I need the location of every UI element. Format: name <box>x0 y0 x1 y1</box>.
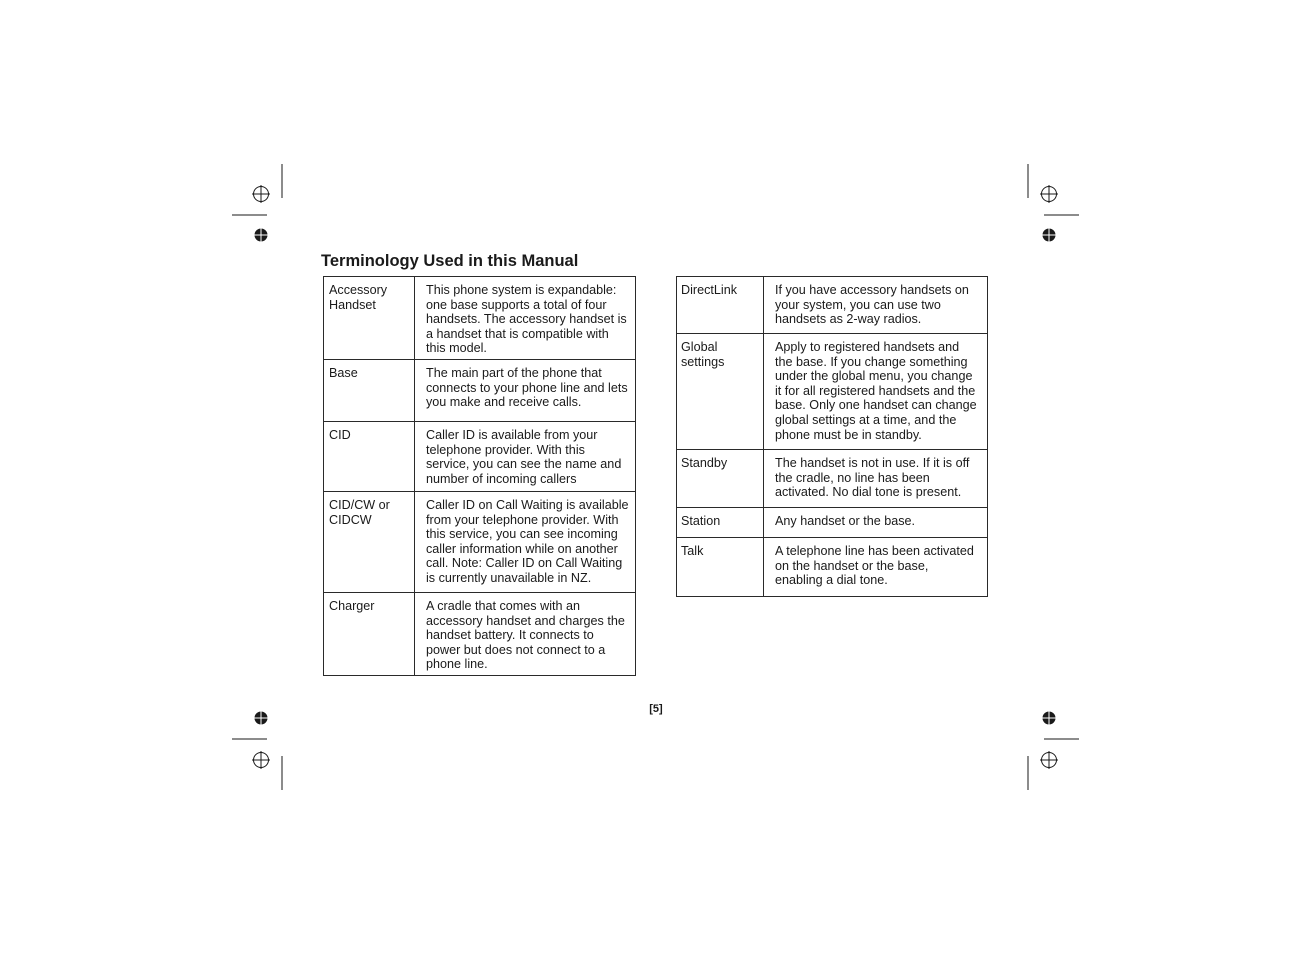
term-cell <box>324 593 415 676</box>
definition-text: This phone system is expandable: one base supports a total of four handsets. The accessory handset is a handset that is compatible with this model. <box>426 283 627 356</box>
term-label: Standby <box>681 456 728 470</box>
table-row <box>677 538 988 597</box>
definition-cell <box>764 450 988 508</box>
term-cell <box>324 422 415 492</box>
definition-text: The main part of the phone that connects to your phone line and lets you make and receive calls. <box>426 366 628 410</box>
term-label: Base <box>329 366 358 380</box>
term-cell <box>677 277 764 334</box>
definition-text: Caller ID on Call Waiting is available from your telephone provider. With this service, you can see incoming caller information while on another call. Note: Caller ID on Call Waiting is currently unavailable in NZ. <box>426 498 629 585</box>
table-row <box>677 508 988 538</box>
definition-text: A cradle that comes with an accessory handset and charges the handset battery. It connects to power but does not connect to a phone line. <box>426 599 625 672</box>
table-row <box>324 277 636 360</box>
term-cell <box>324 492 415 593</box>
page-number: [5] <box>649 703 663 715</box>
term-cell <box>677 450 764 508</box>
definition-text: If you have accessory handsets on your system, you can use two handsets as 2-way radios. <box>775 283 969 327</box>
term-cell <box>324 360 415 422</box>
definition-text: A telephone line has been activated on the handset or the base, enabling a dial tone. <box>775 544 974 588</box>
definition-cell <box>764 538 988 597</box>
registration-mark-icon <box>1040 751 1058 769</box>
term-label: Station <box>681 514 721 528</box>
term-cell <box>677 334 764 450</box>
term-label: Charger <box>329 599 375 613</box>
page-title: Terminology Used in this Manual <box>321 252 579 270</box>
table-row <box>324 492 636 593</box>
registration-mark-icon <box>252 751 270 769</box>
definition-text: The handset is not in use. If it is off the cradle, no line has been activated. No dial tone is present. <box>775 456 970 500</box>
term-cell <box>677 508 764 538</box>
term-label: CID <box>329 428 351 442</box>
definition-cell <box>415 360 636 422</box>
table-row <box>677 277 988 334</box>
terminology-table-right <box>676 276 988 597</box>
term-cell <box>324 277 415 360</box>
term-label: Accessory Handset <box>329 283 388 312</box>
table-row <box>324 593 636 676</box>
definition-cell <box>764 334 988 450</box>
term-cell <box>677 538 764 597</box>
definition-cell <box>415 492 636 593</box>
term-label: Global settings <box>681 340 725 369</box>
definition-text: Apply to registered handsets and the base. If you change something under the global menu, you change it for all registered handsets and the base. Only one handset can change global settings at a time, and the phone must be in standby. <box>775 340 977 442</box>
terminology-table-left <box>323 276 636 676</box>
definition-text: Any handset or the base. <box>775 514 916 528</box>
definition-cell <box>764 508 988 538</box>
registration-mark-icon <box>252 185 270 203</box>
registration-mark-icon <box>1040 185 1058 203</box>
term-label: CID/CW or CIDCW <box>329 498 390 527</box>
registration-dot-icon <box>1042 228 1056 242</box>
table-row <box>677 450 988 508</box>
table-row <box>324 422 636 492</box>
term-label: Talk <box>681 544 704 558</box>
table-row <box>677 334 988 450</box>
definition-cell <box>415 593 636 676</box>
table-row <box>324 360 636 422</box>
term-label: DirectLink <box>681 283 737 297</box>
definition-text: Caller ID is available from your telephone provider. With this service, you can see the name and number of incoming callers <box>426 428 622 486</box>
definition-cell <box>415 277 636 360</box>
registration-dot-icon <box>254 228 268 242</box>
definition-cell <box>764 277 988 334</box>
definition-cell <box>415 422 636 492</box>
